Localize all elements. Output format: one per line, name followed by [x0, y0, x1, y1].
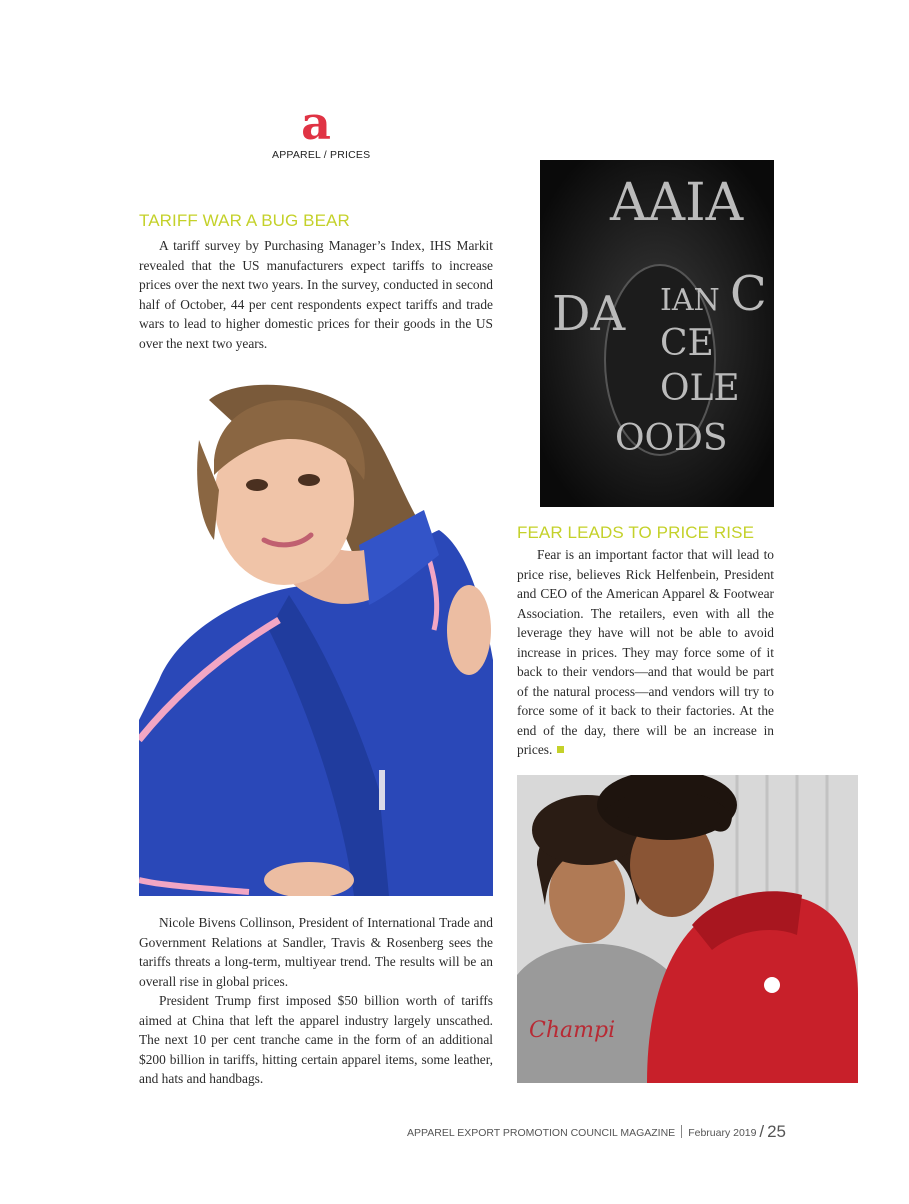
poster-letters-mid3: OLE: [660, 368, 740, 409]
photo-poster-made-in-china: [540, 160, 774, 507]
page-number: 25: [767, 1122, 786, 1141]
poster-letters-right: C: [730, 266, 767, 322]
article-heading-tariff-war: TARIFF WAR A BUG BEAR: [139, 211, 350, 230]
poster-letters-top: AAIA: [610, 173, 744, 233]
footer-divider: [681, 1125, 682, 1138]
article-heading-fear-price-rise: FEAR LEADS TO PRICE RISE: [517, 523, 755, 542]
page-footer: [407, 1122, 786, 1142]
sweatshirt-text: Champi: [529, 1018, 616, 1043]
photo-woman-blue-jacket: [139, 380, 493, 896]
footer-slash: /: [759, 1122, 765, 1141]
poster-letters-mid1: IAN: [660, 283, 720, 318]
couple-illustration: [517, 775, 858, 1083]
end-of-article-icon: [557, 746, 564, 753]
poster-letters-mid2: CE: [660, 323, 714, 364]
photo-couple-sweatshirts: [517, 775, 858, 1083]
poster-illustration: [540, 160, 774, 507]
paragraph: [517, 545, 774, 760]
section-logo-icon: a: [301, 96, 331, 150]
poster-letters-mid4: OODS: [615, 418, 728, 459]
article-body-intro: [139, 236, 493, 353]
paragraph: President Trump first imposed $50 billion worth of tariffs aimed at China that left the apparel industry largely unscathed. The next 10 per cent tranche came in the form of an additional $200 billion in tariffs, hitting certain apparel items, some leather, and hats and handbags.: [139, 993, 493, 1086]
woman-illustration: [139, 380, 493, 896]
paragraph-text: Fear is an important factor that will lead to price rise, believes Rick Helfenbein, President and CEO of the American Apparel & Footwear Association. The retailers, even with all the leverage they have will not be able to avoid increase in prices. They may force some of it back to their vendors—and that would be part of the natural process—and vendors will try to force some of it back to their factories. At the end of the day, there will be an increase in prices.: [517, 547, 774, 757]
footer-issue-date: February 2019: [688, 1127, 757, 1139]
article-body-continued: [139, 913, 493, 1089]
footer-magazine-name: APPAREL EXPORT PROMOTION COUNCIL MAGAZINE: [407, 1127, 676, 1139]
paragraph: A tariff survey by Purchasing Manager’s Index, IHS Markit revealed that the US manufacturers expect tariffs to increase prices over the next two years. In the survey, conducted in second half of October, 44 per cent respondents expect tariffs and trade wars to lead to higher domestic prices for their goods in the US over the next two years.: [139, 238, 493, 351]
poster-letters-left: DA: [552, 286, 626, 342]
paragraph: Nicole Bivens Collinson, President of International Trade and Government Relations at Sandler, Travis & Rosenberg sees the tariffs threats a long-term, multiyear trend. The results will be an overall rise in global prices.: [139, 915, 493, 989]
article-body-fear: [517, 545, 774, 760]
section-label: APPAREL / PRICES: [272, 149, 371, 161]
